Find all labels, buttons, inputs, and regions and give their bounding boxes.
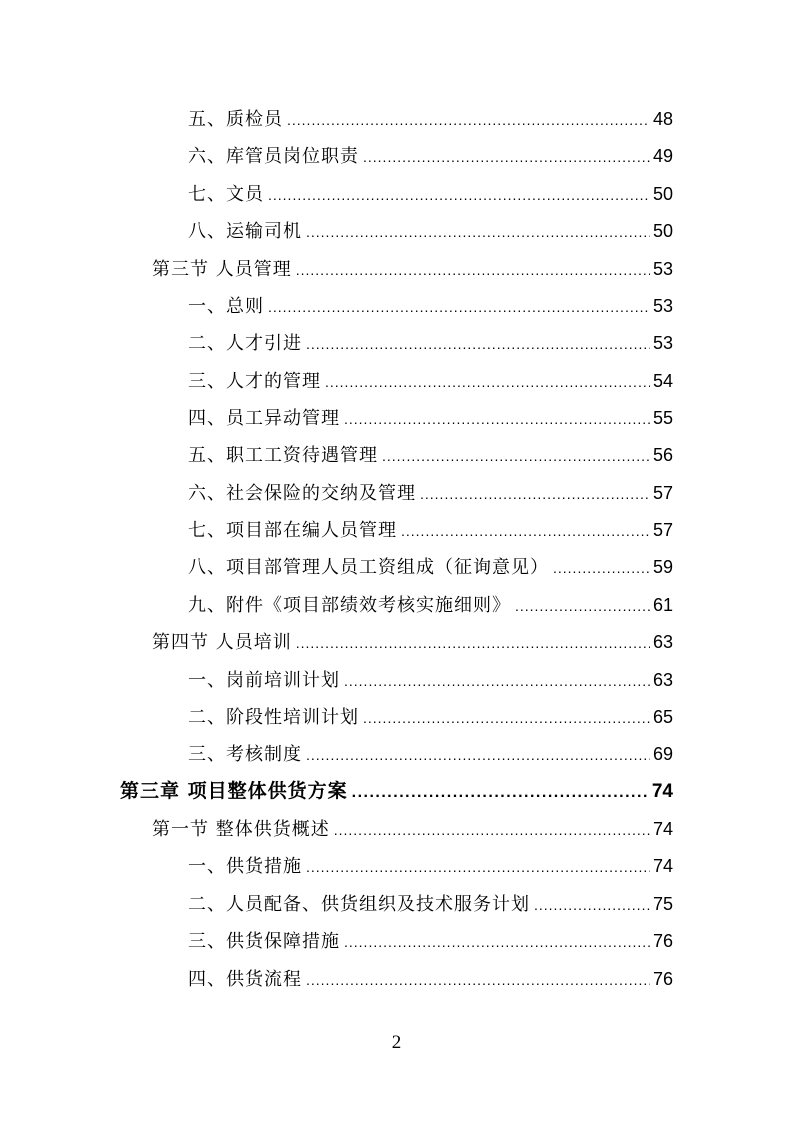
dot-leader (534, 892, 650, 918)
dot-leader (344, 668, 650, 694)
dot-leader (352, 780, 649, 806)
toc-entry-page: 48 (652, 109, 673, 129)
dot-leader (296, 257, 650, 283)
toc-entry[interactable] (188, 554, 673, 580)
toc-entry-page: 76 (652, 931, 673, 951)
toc-section-entry[interactable] (152, 256, 673, 282)
toc-entry-page: 53 (652, 333, 673, 353)
toc-entry-title: 三、人才的管理 (188, 371, 321, 392)
dot-leader (287, 107, 650, 133)
toc-entry[interactable] (188, 592, 673, 618)
toc-entry-title: 六、社会保险的交纳及管理 (188, 483, 416, 504)
toc-entry[interactable] (188, 442, 673, 468)
toc-entry-page: 61 (652, 595, 673, 615)
toc-entry[interactable] (188, 143, 673, 169)
toc-entry[interactable] (188, 330, 673, 356)
toc-entry-page: 57 (652, 483, 673, 503)
dot-leader (306, 331, 650, 357)
dot-leader (553, 555, 650, 581)
toc-entry-title: 五、职工工资待遇管理 (188, 445, 378, 466)
toc-section-entry[interactable] (152, 816, 673, 842)
dot-leader (306, 219, 650, 245)
toc-entry-page: 69 (652, 744, 673, 764)
toc-entry-page: 74 (652, 856, 673, 876)
toc-entry-page: 74 (651, 781, 673, 802)
toc-entry[interactable] (188, 928, 673, 954)
dot-leader (296, 630, 650, 656)
toc-entry-title: 九、附件《项目部绩效考核实施细则》 (188, 595, 511, 616)
toc-entry-page: 76 (652, 969, 673, 989)
dot-leader (363, 705, 650, 731)
toc-entry[interactable] (188, 853, 673, 879)
toc-entry-title: 四、员工异动管理 (188, 408, 340, 429)
toc-entry[interactable] (188, 966, 673, 992)
toc-chapter-entry[interactable] (120, 778, 673, 804)
toc-entry-title: 二、阶段性培训计划 (188, 707, 359, 728)
toc-entry-page: 74 (652, 819, 673, 839)
toc-entry[interactable] (188, 741, 673, 767)
dot-leader (382, 443, 650, 469)
toc-entry-page: 56 (652, 445, 673, 465)
toc-entry-title: 五、质检员 (188, 109, 283, 130)
toc-entry-title: 三、考核制度 (188, 744, 302, 765)
toc-entry[interactable] (188, 891, 673, 917)
dot-leader (344, 406, 650, 432)
toc-entry-page: 59 (652, 557, 673, 577)
toc-entry-page: 63 (652, 632, 673, 652)
dot-leader (306, 967, 650, 993)
toc-entry-title: 二、人员配备、供货组织及技术服务计划 (188, 894, 530, 915)
toc-entry[interactable] (188, 368, 673, 394)
toc-entry-page: 57 (652, 520, 673, 540)
toc-entry-title: 第四节 人员培训 (152, 632, 292, 653)
toc-entry[interactable] (188, 405, 673, 431)
toc-entry-page: 65 (652, 707, 673, 727)
toc-entry-page: 50 (652, 184, 673, 204)
toc-entry-title: 四、供货流程 (188, 969, 302, 990)
dot-leader (363, 144, 650, 170)
toc-entry-title: 一、供货措施 (188, 856, 302, 877)
toc-entry-title: 一、岗前培训计划 (188, 670, 340, 691)
toc-entry[interactable] (188, 218, 673, 244)
toc-entry-page: 53 (652, 296, 673, 316)
toc-entry-page: 63 (652, 670, 673, 690)
dot-leader (325, 369, 650, 395)
toc-entry-page: 53 (652, 259, 673, 279)
dot-leader (268, 294, 650, 320)
dot-leader (401, 518, 650, 544)
toc-entry[interactable] (188, 293, 673, 319)
dot-leader (515, 593, 650, 619)
toc-entry-page: 54 (652, 371, 673, 391)
dot-leader (344, 929, 650, 955)
toc-section-entry[interactable] (152, 629, 673, 655)
toc-entry-page: 49 (652, 146, 673, 166)
toc-entry-title: 三、供货保障措施 (188, 931, 340, 952)
toc-entry[interactable] (188, 704, 673, 730)
dot-leader (306, 742, 650, 768)
toc-entry-title: 第三节 人员管理 (152, 259, 292, 280)
toc-entry-page: 55 (652, 408, 673, 428)
toc-entry-title: 第一节 整体供货概述 (152, 819, 330, 840)
toc-entry-page: 50 (652, 221, 673, 241)
dot-leader (334, 817, 650, 843)
toc-entry[interactable] (188, 667, 673, 693)
toc-entry-title: 一、总则 (188, 296, 264, 317)
toc-entry-title: 七、文员 (188, 184, 264, 205)
dot-leader (306, 854, 650, 880)
toc-entry[interactable] (188, 480, 673, 506)
toc-entry-title: 第三章 项目整体供货方案 (120, 780, 348, 802)
toc-entry-title: 八、项目部管理人员工资组成（征询意见） (188, 557, 549, 578)
toc-entry-title: 七、项目部在编人员管理 (188, 520, 397, 541)
dot-leader (420, 481, 650, 507)
toc-entry-title: 二、人才引进 (188, 333, 302, 354)
toc-entry-title: 六、库管员岗位职责 (188, 146, 359, 167)
dot-leader (268, 182, 650, 208)
toc-entry[interactable] (188, 106, 673, 132)
toc-entry-page: 75 (652, 894, 673, 914)
toc-entry[interactable] (188, 181, 673, 207)
toc-entry-title: 八、运输司机 (188, 221, 302, 242)
page-number: 2 (391, 1032, 402, 1053)
toc-entry[interactable] (188, 517, 673, 543)
